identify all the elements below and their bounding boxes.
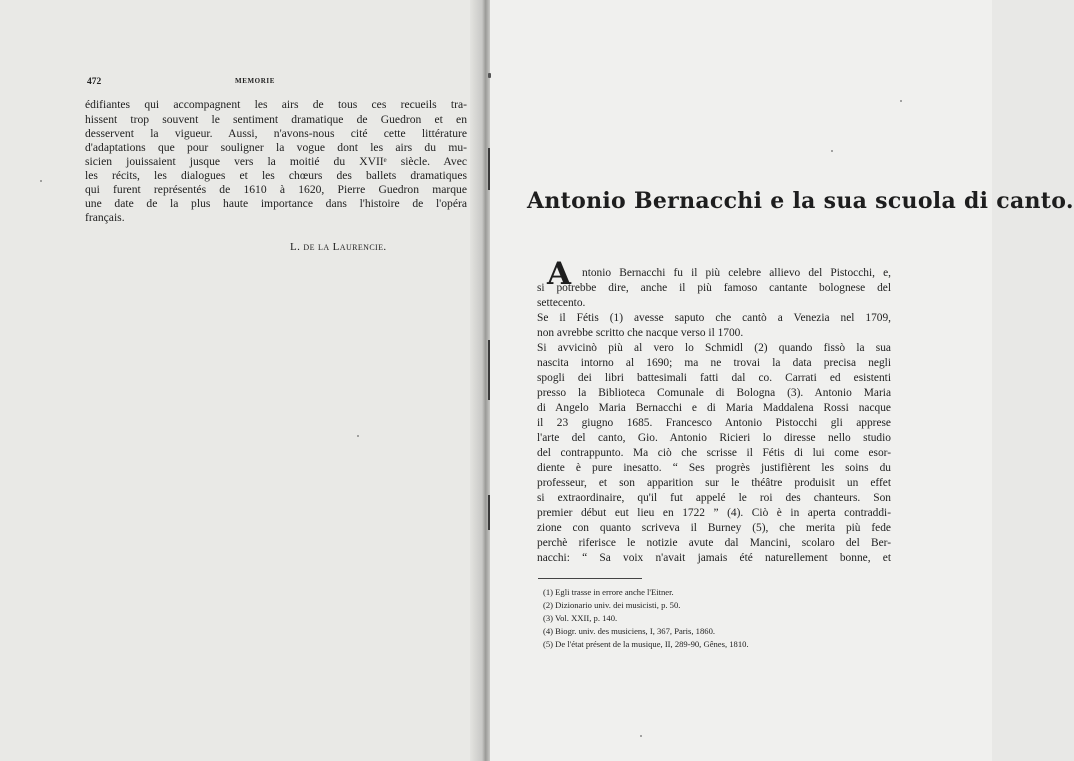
text-line: non avrebbe scritto che nacque verso il 1700. (537, 327, 744, 339)
running-head-title: MEMORIE (235, 77, 275, 85)
text-line: sicien jouissaient jusque vers la moitié du XVIIᵉ siècle. Avec (85, 155, 467, 168)
footnote: (5) De l'état présent de la musique, II, 289-90, Gênes, 1810. (543, 639, 749, 649)
footnote: (1) Egli trasse in errore anche l'Eitner. (543, 587, 674, 597)
scan-speck (488, 73, 491, 78)
author-signature: L. de la Laurencie. (290, 241, 387, 253)
text-line: Si avvicinò più al vero lo Schmidl (2) quando fissò la sua (537, 342, 891, 354)
text-line: Se il Fétis (1) avesse saputo che cantò a Venezia nel 1709, (537, 312, 891, 324)
page-number: 472 (87, 77, 102, 87)
scan-speck (640, 735, 642, 737)
text-line: édifiantes qui accompagnent les airs de tous ces recueils tra- (85, 98, 467, 111)
footnote: (4) Biogr. univ. des musiciens, I, 367, Paris, 1860. (543, 626, 716, 636)
footnote: (2) Dizionario univ. dei musicisti, p. 50. (543, 600, 681, 610)
text-line: les récits, les dialogues et les chœurs des ballets dramatiques (85, 169, 467, 182)
text-line: di Angelo Maria Bernacchi e di Maria Maddalena Rossi nacque (537, 402, 891, 414)
text-line: français. (85, 211, 125, 224)
scan-speck (357, 435, 359, 437)
text-line: si potrebbe dire, anche il più famoso cantante bolognese del (537, 282, 891, 294)
footnote: (3) Vol. XXII, p. 140. (543, 613, 618, 623)
text-line: nacchi: “ Sa voix n'avait jamais été naturellement bonne, et (537, 552, 891, 564)
left-page (0, 0, 486, 761)
text-line: qui furent représentés de 1610 à 1620, Pierre Guedron marque (85, 183, 467, 196)
text-line: nascita intorno al 1690; ma ne trovai la data precisa negli (537, 357, 891, 369)
text-line: premier début eut lieu en 1722 ” (4). Ciò è in aperta contraddi- (537, 507, 891, 519)
article-title: Antonio Bernacchi e la sua scuola di canto. (527, 188, 1074, 214)
text-line: diente è pure inesatto. “ Ses progrès justifièrent les soins du (537, 462, 891, 474)
scan-speck (831, 150, 833, 152)
text-line: hissent trop souvent le sentiment dramatique de Guedron et en (85, 113, 467, 126)
running-head (87, 77, 467, 89)
text-line: presso la Biblioteca Comunale di Bologna (3). Antonio Maria (537, 387, 891, 399)
text-line: zione con quanto scriveva il Burney (5), che merita più fede (537, 522, 891, 534)
text-line: si extraordinaire, qu'il fut appelé le roi des chanteurs. Son (537, 492, 891, 504)
text-line: del contrappunto. Ma ciò che scrisse il Fétis di lui come esor- (537, 447, 891, 459)
text-line: il 23 giugno 1685. Francesco Antonio Pistocchi gli apprese (537, 417, 891, 429)
text-line: perchè riferisce le notizie avute dal Mancini, scolaro del Ber- (537, 537, 891, 549)
text-line: spogli dei libri battesimali fatti dal co. Carrati ed esistenti (537, 372, 891, 384)
scan-speck (900, 100, 902, 102)
text-line: professeur, et son apparition sur le théâtre produisit un effet (537, 477, 891, 489)
text-line: desservent la vigueur. Aussi, n'avons-nous cité cette littérature (85, 127, 467, 140)
drop-cap-initial: A (547, 256, 572, 292)
text-line: settecento. (537, 297, 586, 309)
text-line: d'adaptations que pour souligner la vogue dont les airs du mu- (85, 141, 467, 154)
scan-speck (40, 180, 42, 182)
text-line: l'arte del canto, Gio. Antonio Ricieri lo diresse nello studio (537, 432, 891, 444)
text-line: ntonio Bernacchi fu il più celebre allievo del Pistocchi, e, (582, 267, 891, 279)
text-line: une date de la plus haute importance dans l'histoire de l'opéra (85, 197, 467, 210)
footnote-rule (538, 578, 642, 579)
